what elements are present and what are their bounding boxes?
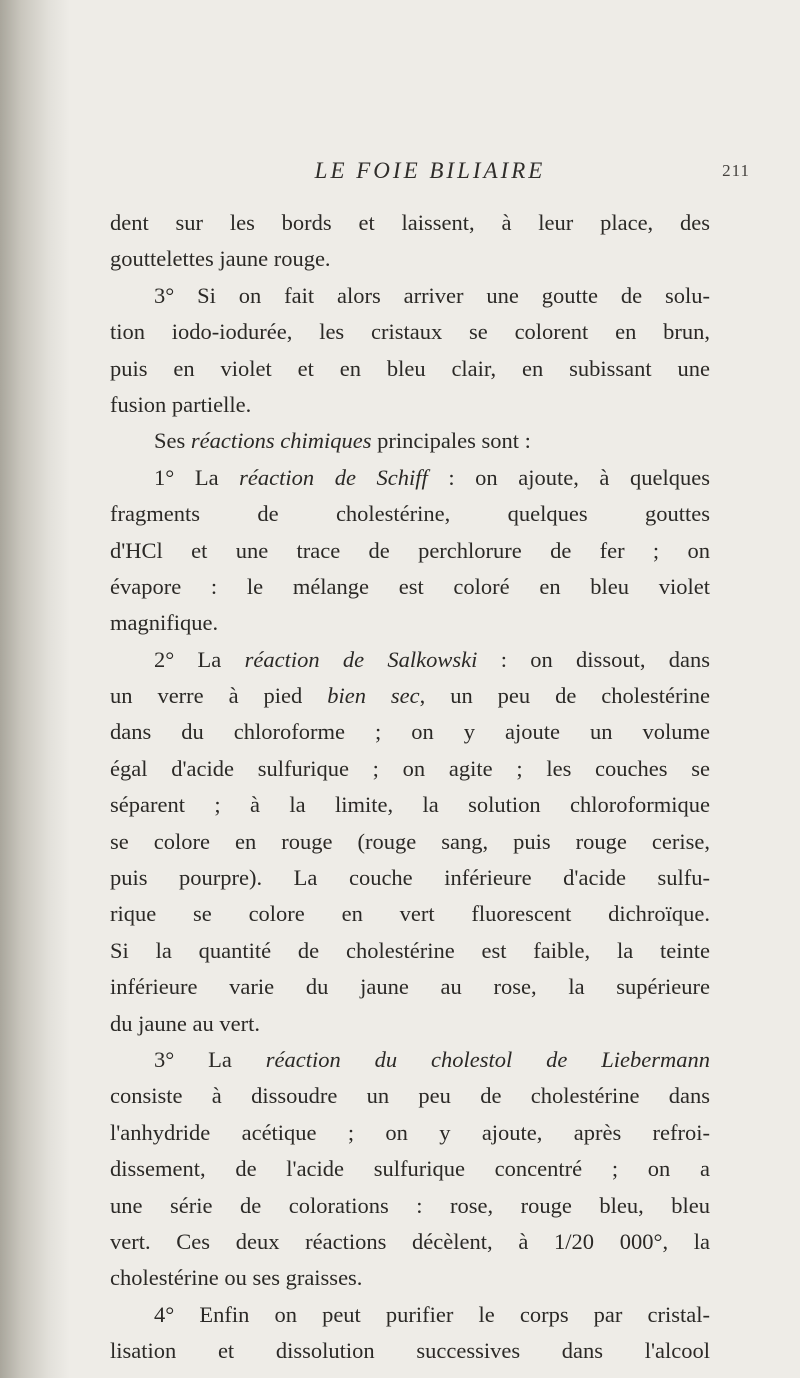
text-segment: cholestérine ou ses graisses.	[110, 1265, 363, 1291]
text-segment: dissement, de l'acide sulfurique concentré ; on a	[110, 1156, 710, 1182]
text-segment: séparent ; à la limite, la solution chloroformique	[110, 792, 710, 818]
text-line	[110, 351, 710, 387]
text-segment: , un peu de cholestérine	[419, 683, 711, 709]
text-segment: : on dissout, dans	[477, 646, 710, 672]
text-line	[110, 387, 710, 423]
text-segment: puis pourpre). La couche inférieure d'acide sulfu-	[110, 865, 710, 891]
italic-text-segment: réaction de Salkowski	[244, 646, 478, 672]
page-binding-shadow	[0, 0, 70, 1378]
text-segment: fragments de cholestérine, quelques gouttes	[110, 501, 710, 527]
text-segment: principales sont :	[371, 428, 531, 454]
text-segment: un verre à pied	[110, 683, 328, 709]
text-segment: l'anhydride acétique ; on y ajoute, après refroi-	[110, 1119, 710, 1145]
text-line	[110, 969, 710, 1005]
text-line	[110, 1115, 710, 1151]
page-number: 211	[722, 161, 750, 180]
italic-text-segment: réactions chimiques	[190, 428, 372, 454]
text-line	[110, 1297, 710, 1333]
text-line	[110, 860, 710, 896]
text-line	[110, 460, 710, 496]
text-segment: 3° Si on fait alors arriver une goutte de solu-	[154, 282, 710, 308]
text-line	[110, 1333, 710, 1369]
text-segment: 3° La	[154, 1046, 266, 1072]
text-line	[110, 1188, 710, 1224]
text-line	[110, 1151, 710, 1187]
italic-text-segment: bien sec	[327, 683, 420, 709]
text-segment: une série de colorations : rose, rouge bleu, bleu	[110, 1192, 710, 1218]
text-line	[110, 642, 710, 678]
book-page	[110, 0, 800, 1378]
text-segment: Ses	[154, 428, 191, 454]
text-segment: d'HCl et une trace de perchlorure de fer ; on	[110, 537, 710, 563]
running-title: LE FOIE BILIAIRE	[314, 158, 546, 183]
text-segment: lisation et dissolution successives dans l'alcool	[110, 1338, 710, 1364]
text-segment: consiste à dissoudre un peu de cholestérine dans	[110, 1083, 710, 1109]
text-segment: 2° La	[154, 646, 245, 672]
text-segment: rique se colore en vert fluorescent dichroïque.	[110, 901, 710, 927]
text-line	[110, 569, 710, 605]
text-line	[110, 714, 710, 750]
text-line	[110, 1078, 710, 1114]
text-line	[110, 1042, 710, 1078]
text-line	[110, 205, 710, 241]
text-line	[110, 605, 710, 641]
text-line	[110, 314, 710, 350]
text-segment: égal d'acide sulfurique ; on agite ; les couches se	[110, 755, 710, 781]
text-line	[110, 1006, 710, 1042]
text-segment: fusion partielle.	[110, 391, 252, 417]
text-line	[110, 278, 710, 314]
text-line	[110, 787, 710, 823]
text-line	[110, 896, 710, 932]
body-text	[110, 205, 710, 1370]
text-line	[110, 241, 710, 277]
text-segment: du jaune au vert.	[110, 1010, 260, 1036]
text-segment: dent sur les bords et laissent, à leur place, des	[110, 210, 710, 235]
text-segment: inférieure varie du jaune au rose, la supérieure	[110, 974, 710, 1000]
text-line	[110, 423, 710, 459]
text-segment: se colore en rouge (rouge sang, puis rouge cerise,	[110, 828, 710, 854]
text-segment: gouttelettes jaune rouge.	[110, 246, 331, 272]
text-segment: dans du chloroforme ; on y ajoute un volume	[110, 719, 710, 745]
text-line	[110, 533, 710, 569]
running-head	[110, 158, 750, 188]
text-segment: évapore : le mélange est coloré en bleu violet	[110, 573, 710, 599]
text-line	[110, 1260, 710, 1296]
text-segment: : on ajoute, à quelques	[427, 464, 710, 490]
text-segment: vert. Ces deux réactions décèlent, à 1/20 000°, la	[110, 1228, 710, 1254]
text-segment: Si la quantité de cholestérine est faible, la teinte	[110, 937, 710, 963]
text-line	[110, 933, 710, 969]
italic-text-segment: réaction de Schiff	[239, 464, 428, 490]
text-segment: puis en violet et en bleu clair, en subissant une	[110, 355, 710, 381]
text-line	[110, 1224, 710, 1260]
text-line	[110, 824, 710, 860]
text-line	[110, 496, 710, 532]
text-segment: magnifique.	[110, 610, 219, 636]
text-segment: tion iodo-iodurée, les cristaux se colorent en brun,	[110, 319, 710, 345]
text-segment: 1° La	[154, 464, 240, 490]
text-line	[110, 751, 710, 787]
italic-text-segment: réaction du cholestol de Liebermann	[265, 1046, 710, 1072]
text-segment: 4° Enfin on peut purifier le corps par cristal-	[154, 1301, 710, 1327]
text-line	[110, 678, 710, 714]
